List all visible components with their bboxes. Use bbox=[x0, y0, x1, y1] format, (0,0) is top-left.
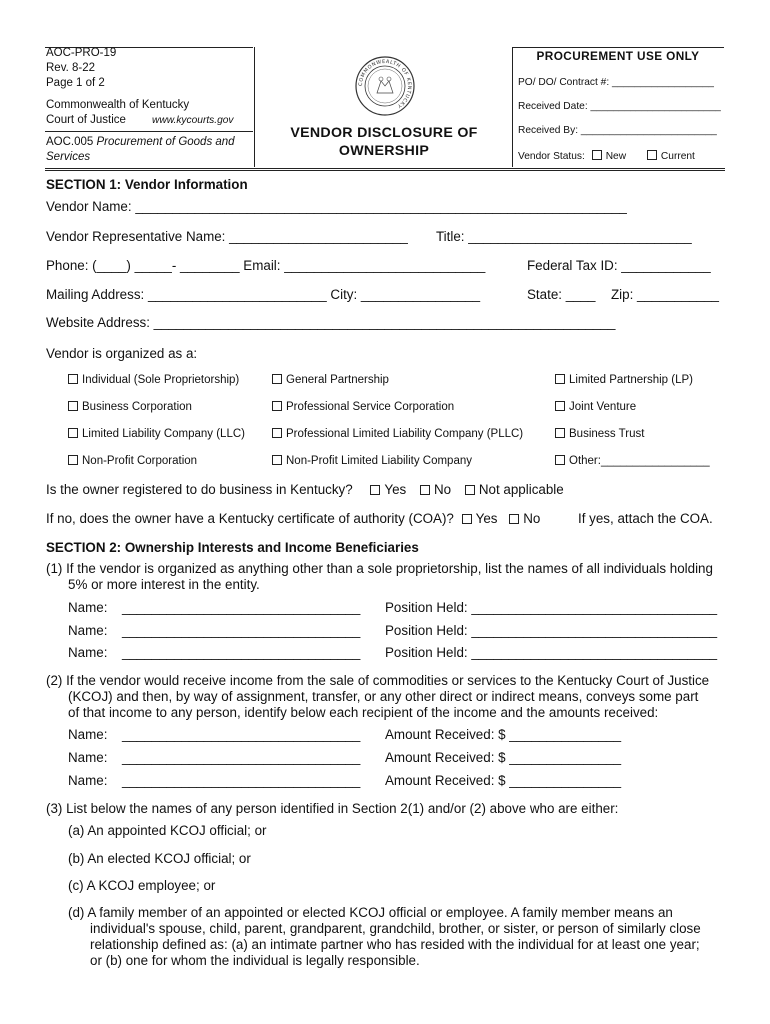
individual-checkbox[interactable] bbox=[68, 374, 78, 384]
state-field[interactable]: State: ____ bbox=[527, 287, 596, 302]
no-label: No bbox=[434, 482, 452, 497]
item-b: (b) An elected KCOJ official; or bbox=[68, 851, 251, 866]
general-partnership-checkbox[interactable] bbox=[272, 374, 282, 384]
form-title bbox=[268, 124, 500, 160]
received-date-field[interactable]: Received Date: _______________________ bbox=[518, 101, 721, 112]
amount-received-field[interactable]: Amount Received: $ _______________ bbox=[385, 727, 622, 742]
registered-no-checkbox[interactable] bbox=[420, 485, 430, 495]
option-general-partnership[interactable] bbox=[272, 374, 389, 386]
option-label: Individual (Sole Proprietorship) bbox=[82, 374, 240, 386]
status-current-label: Current bbox=[660, 151, 695, 162]
aoc-reference bbox=[46, 136, 235, 148]
amount-received-field[interactable]: Amount Received: $ _______________ bbox=[385, 750, 622, 765]
rep-name-field[interactable]: Vendor Representative Name: ________________________ bbox=[46, 229, 408, 244]
recipient-name-label: Name: bbox=[68, 750, 108, 765]
aoc-prefix: AOC.005 bbox=[46, 136, 97, 148]
p2-line3: of that income to any person, identify below each recipient of the income and the amounts received: bbox=[68, 705, 659, 720]
item-d-line1: (d) A family member of an appointed or elected KCOJ official or employee. A family member means an bbox=[68, 905, 673, 920]
procurement-heading: PROCUREMENT USE ONLY bbox=[536, 49, 700, 63]
not-applicable-label: Not applicable bbox=[478, 482, 564, 497]
section1-heading: SECTION 1: Vendor Information bbox=[46, 177, 248, 192]
option-limited-partnership[interactable] bbox=[555, 374, 693, 386]
option-label: Limited Partnership (LP) bbox=[569, 374, 693, 386]
option-label: General Partnership bbox=[286, 374, 389, 386]
form-rev: Rev. 8-22 bbox=[46, 62, 96, 74]
recipient-name-field[interactable]: ________________________________ bbox=[122, 773, 361, 788]
registered-na-checkbox[interactable] bbox=[465, 485, 475, 495]
option-llc[interactable] bbox=[68, 428, 245, 440]
mailing-address-field[interactable]: Mailing Address: ________________________ City: ________________ bbox=[46, 287, 481, 302]
option-joint-venture[interactable] bbox=[555, 401, 636, 413]
owner-name-field[interactable]: ________________________________ bbox=[122, 623, 361, 638]
option-label: Professional Limited Liability Company (PLLC) bbox=[286, 428, 524, 440]
option-label: Non-Profit Corporation bbox=[82, 455, 198, 467]
position-held-field[interactable]: Position Held: _________________________________ bbox=[385, 645, 718, 660]
other-checkbox[interactable] bbox=[555, 455, 565, 465]
section2-heading: SECTION 2: Ownership Interests and Income Beneficiaries bbox=[46, 540, 419, 555]
llc-checkbox[interactable] bbox=[68, 428, 78, 438]
website-link[interactable]: www.kycourts.gov bbox=[152, 115, 234, 126]
option-label: Other:_________________ bbox=[569, 455, 710, 467]
procurement-left-divider bbox=[512, 47, 513, 167]
received-by-field[interactable]: Received By: ________________________ bbox=[518, 125, 717, 136]
website-field[interactable]: Website Address: ______________________________________________________________ bbox=[46, 315, 616, 330]
owner-name-label: Name: bbox=[68, 600, 108, 615]
recipient-name-label: Name: bbox=[68, 727, 108, 742]
item-d-line4: or (b) one for whom the individual is legally responsible. bbox=[90, 953, 420, 968]
coa-yes-checkbox[interactable] bbox=[462, 514, 472, 524]
p3-text: (3) List below the names of any person identified in Section 2(1) and/or (2) above who are either: bbox=[46, 801, 619, 816]
option-nonprofit-corp[interactable] bbox=[68, 455, 197, 467]
registered-question-text: Is the owner registered to do business in Kentucky? bbox=[46, 482, 353, 497]
option-business-trust[interactable] bbox=[555, 428, 644, 440]
owner-name-field[interactable]: ________________________________ bbox=[122, 600, 361, 615]
professional-service-corp-checkbox[interactable] bbox=[272, 401, 282, 411]
no-label: No bbox=[523, 511, 541, 526]
registered-question bbox=[46, 482, 564, 497]
org-line2: Court of Justice bbox=[46, 114, 126, 126]
p1-line2: 5% or more interest in the entity. bbox=[68, 577, 260, 592]
joint-venture-checkbox[interactable] bbox=[555, 401, 565, 411]
business-trust-checkbox[interactable] bbox=[555, 428, 565, 438]
position-held-field[interactable]: Position Held: _________________________________ bbox=[385, 623, 718, 638]
option-professional-service-corp[interactable] bbox=[272, 401, 454, 413]
vendor-name-field[interactable]: Vendor Name: __________________________________________________________________ bbox=[46, 199, 627, 214]
owner-name-label: Name: bbox=[68, 623, 108, 638]
p1-line1: (1) If the vendor is organized as anything other than a sole proprietorship, list the names of all individuals holding bbox=[46, 561, 713, 576]
header-bottom-rule2 bbox=[45, 170, 725, 171]
business-corp-checkbox[interactable] bbox=[68, 401, 78, 411]
po-contract-field[interactable]: PO/ DO/ Contract #: __________________ bbox=[518, 77, 714, 88]
option-business-corp[interactable] bbox=[68, 401, 192, 413]
vendor-status-row bbox=[518, 150, 695, 162]
aoc-italic1: Procurement of Goods and bbox=[96, 136, 235, 148]
p2-line1: (2) If the vendor would receive income from the sale of commodities or services to the Kentucky Court of Justice bbox=[46, 673, 710, 688]
coa-no-checkbox[interactable] bbox=[509, 514, 519, 524]
page-number: Page 1 of 2 bbox=[46, 77, 105, 89]
nonprofit-llc-checkbox[interactable] bbox=[272, 455, 282, 465]
recipient-name-label: Name: bbox=[68, 773, 108, 788]
owner-name-label: Name: bbox=[68, 645, 108, 660]
header-mid-rule bbox=[45, 131, 253, 132]
option-label: Business Corporation bbox=[82, 401, 192, 413]
item-d-line2: individual's spouse, child, parent, grandparent, grandchild, brother, or sister, or person of similarly close bbox=[90, 921, 701, 936]
nonprofit-corp-checkbox[interactable] bbox=[68, 455, 78, 465]
form-id: AOC-PRO-19 bbox=[46, 47, 117, 59]
option-label: Joint Venture bbox=[569, 401, 637, 413]
status-current-checkbox[interactable] bbox=[647, 150, 657, 160]
item-c: (c) A KCOJ employee; or bbox=[68, 878, 216, 893]
recipient-name-field[interactable]: ________________________________ bbox=[122, 750, 361, 765]
title-line2: OWNERSHIP bbox=[338, 143, 430, 159]
vendor-status-label: Vendor Status: bbox=[518, 151, 585, 162]
recipient-name-field[interactable]: ________________________________ bbox=[122, 727, 361, 742]
option-label: Professional Service Corporation bbox=[286, 401, 455, 413]
aoc-italic2: Services bbox=[46, 151, 91, 163]
title-line1: VENDOR DISCLOSURE OF bbox=[290, 125, 478, 141]
organized-as-label: Vendor is organized as a: bbox=[46, 346, 198, 361]
option-pllc[interactable] bbox=[272, 428, 523, 440]
item-a: (a) An appointed KCOJ official; or bbox=[68, 823, 267, 838]
phone-email-field[interactable]: Phone: (____) _____- ________ Email: ___________________________ bbox=[46, 258, 486, 273]
status-new-checkbox[interactable] bbox=[592, 150, 602, 160]
pllc-checkbox[interactable] bbox=[272, 428, 282, 438]
option-other[interactable] bbox=[555, 455, 710, 467]
yes-label: Yes bbox=[475, 511, 498, 526]
org-line1: Commonwealth of Kentucky bbox=[46, 99, 190, 111]
option-label: Limited Liability Company (LLC) bbox=[82, 428, 245, 440]
p2-line2: (KCOJ) and then, by way of assignment, transfer, or any other direct or indirect means, conveys some part bbox=[68, 689, 699, 704]
yes-label: Yes bbox=[384, 482, 407, 497]
title-field[interactable]: Title: ______________________________ bbox=[436, 229, 692, 244]
option-label: Non-Profit Limited Liability Company bbox=[286, 455, 472, 467]
svg-text:COMMONWEALTH OF KENTUCKY: COMMONWEALTH OF KENTUCKY bbox=[357, 58, 413, 110]
status-new-label: New bbox=[605, 151, 627, 162]
option-individual[interactable] bbox=[68, 374, 239, 386]
zip-field[interactable]: Zip: ___________ bbox=[611, 287, 719, 302]
tax-id-field[interactable]: Federal Tax ID: ____________ bbox=[527, 258, 711, 273]
item-d-line3: relationship defined as: (a) an intimate partner who has resided with the individual for at least one year; bbox=[90, 937, 700, 952]
header-left-divider bbox=[254, 47, 255, 167]
registered-yes-checkbox[interactable] bbox=[370, 485, 380, 495]
owner-name-field[interactable]: ________________________________ bbox=[122, 645, 361, 660]
kentucky-seal-icon bbox=[354, 55, 416, 117]
option-nonprofit-llc[interactable] bbox=[272, 455, 472, 467]
option-label: Business Trust bbox=[569, 428, 645, 440]
coa-question bbox=[46, 511, 540, 526]
procurement-top-rule bbox=[512, 47, 724, 48]
coa-question-text: If no, does the owner have a Kentucky certificate of authority (COA)? bbox=[46, 511, 454, 526]
position-held-field[interactable]: Position Held: _________________________________ bbox=[385, 600, 718, 615]
amount-received-field[interactable]: Amount Received: $ _______________ bbox=[385, 773, 622, 788]
coa-attach-note: If yes, attach the COA. bbox=[578, 511, 713, 526]
header-bottom-rule bbox=[45, 168, 725, 169]
limited-partnership-checkbox[interactable] bbox=[555, 374, 565, 384]
